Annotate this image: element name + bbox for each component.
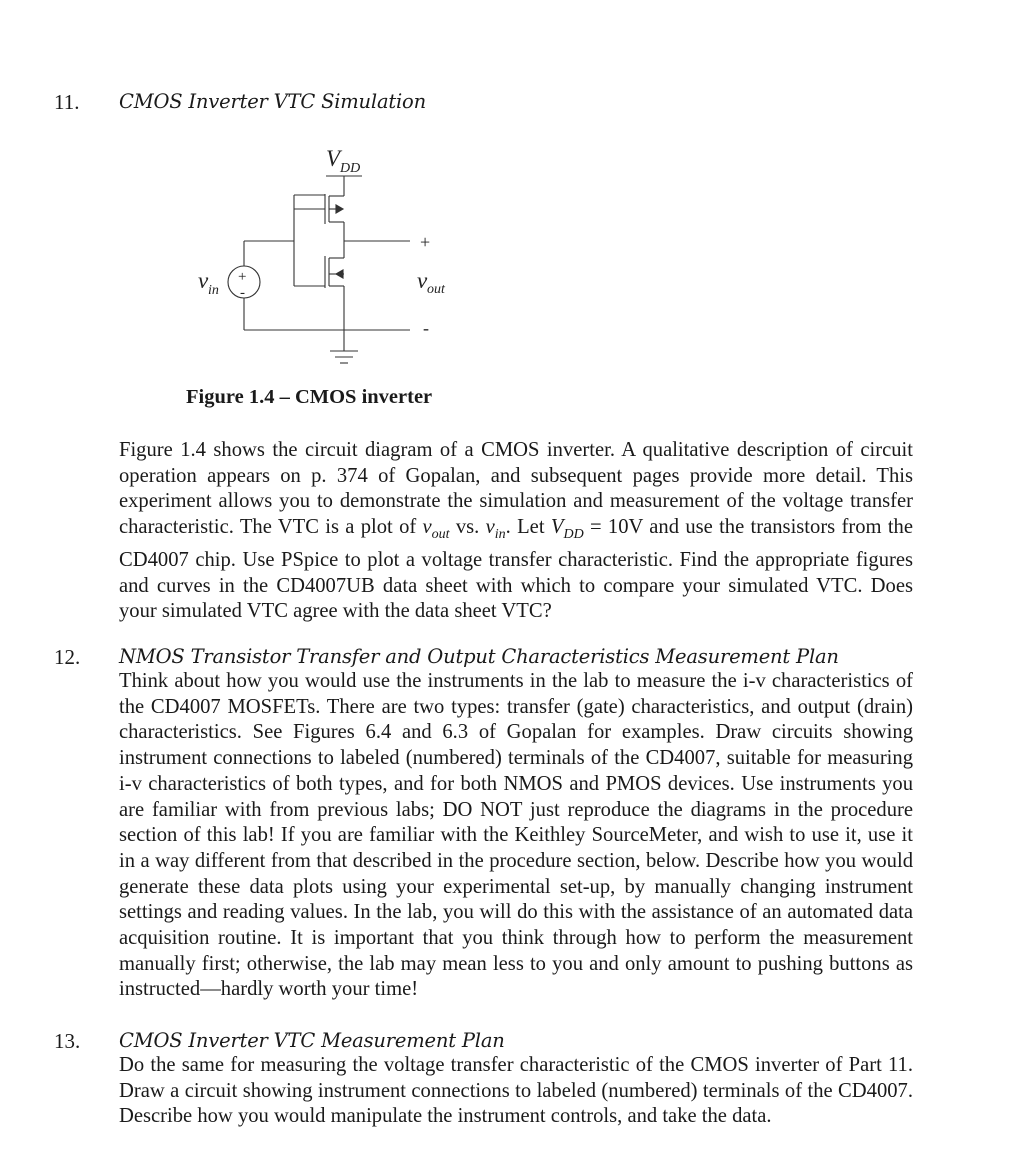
vdd-label: V bbox=[326, 146, 341, 171]
section-12-paragraph: Think about how you would use the instruments in the lab to measure the i-v characteristics of the CD4007 MOSFETs. There are two types: transfer (gate) characteristics, and output (drain) characteristics. See Figures 6.4 and 6.3 of Gopalan for examples. Draw circuits showing instrument connections to labeled (numbered) terminals of the CD4007, suitable for measuring i-v characteristics of both types, and for both NMOS and PMOS devices. Use instruments you are familiar with from previous labs; DO NOT just reproduce the diagrams in the procedure section of this lab! If you are familiar with the Keithley SourceMeter, and wish to use it, use it in a way different from that described in the procedure section, below. Describe how you would generate these data plots using your experimental set-up, by manually changing instrument settings and reading values. In the lab, you will do this with the assistance of an automated data acquisition routine. It is important that you think through how to perform the measurement manually first; otherwise, the lab may mean less to you and only amount to pushing buttons as instructed—hardly worth your time! bbox=[119, 670, 913, 1001]
vout-subscript: out bbox=[427, 282, 445, 297]
vout-label: v bbox=[417, 268, 428, 293]
vin-label: v bbox=[198, 268, 209, 293]
vout-inline: v bbox=[422, 516, 432, 539]
vout-plus: + bbox=[420, 232, 431, 252]
section-11-number: 11. bbox=[54, 90, 80, 114]
vout-minus: - bbox=[423, 318, 429, 338]
vin-inline-sub: in bbox=[494, 527, 506, 543]
para-text-part1: Figure 1.4 shows the circuit diagram of a CMOS inverter. A qualitative description of circuit operation appears on p. 374 of Gopalan, and subsequent pages provide more detail. This experiment allows you to demonstrate the simulation and measurement of the voltage transfer characteristic. The VTC is a plot of bbox=[119, 439, 913, 539]
section-13-heading: CMOS Inverter VTC Measurement Plan bbox=[119, 1029, 505, 1052]
source-minus: - bbox=[240, 285, 245, 301]
vdd-subscript: DD bbox=[340, 161, 361, 176]
para-text-part2: vs. bbox=[449, 516, 486, 539]
cmos-inverter-schematic bbox=[180, 138, 460, 373]
nmos-transistor bbox=[325, 256, 344, 330]
section-13-number: 13. bbox=[54, 1029, 81, 1053]
vout-inline-sub: out bbox=[431, 527, 450, 543]
cmos-inverter-figure bbox=[180, 138, 460, 373]
section-12-heading: NMOS Transistor Transfer and Output Characteristics Measurement Plan bbox=[119, 645, 839, 668]
section-12-number: 12. bbox=[54, 645, 81, 669]
vdd-inline: V bbox=[550, 516, 564, 539]
para-text-part4: = 10V and use the transistors from the CD4007 chip. Use PSpice to plot a voltage transfer characteristic. Find the appropriate figures and curves in the CD4007UB data sheet with which to compare your simulated VTC. Does your simulated VTC agree with the data sheet VTC? bbox=[119, 516, 913, 623]
vin-inline: v bbox=[485, 516, 495, 539]
section-11-paragraph bbox=[119, 438, 913, 625]
ground-icon bbox=[330, 351, 358, 363]
vin-subscript: in bbox=[208, 283, 219, 298]
section-11-heading: CMOS Inverter VTC Simulation bbox=[119, 90, 426, 113]
para-text-part3: . Let bbox=[505, 516, 551, 539]
pmos-transistor bbox=[325, 194, 344, 241]
vdd-inline-sub: DD bbox=[563, 527, 584, 543]
section-13-paragraph: Do the same for measuring the voltage transfer characteristic of the CMOS inverter of Part 11. Draw a circuit showing instrument connections to labeled (numbered) terminals of the CD4007. Describe how you would manipulate the instrument controls, and take the data. bbox=[119, 1054, 913, 1128]
figure-caption: Figure 1.4 – CMOS inverter bbox=[186, 386, 433, 408]
source-plus: + bbox=[238, 269, 247, 285]
